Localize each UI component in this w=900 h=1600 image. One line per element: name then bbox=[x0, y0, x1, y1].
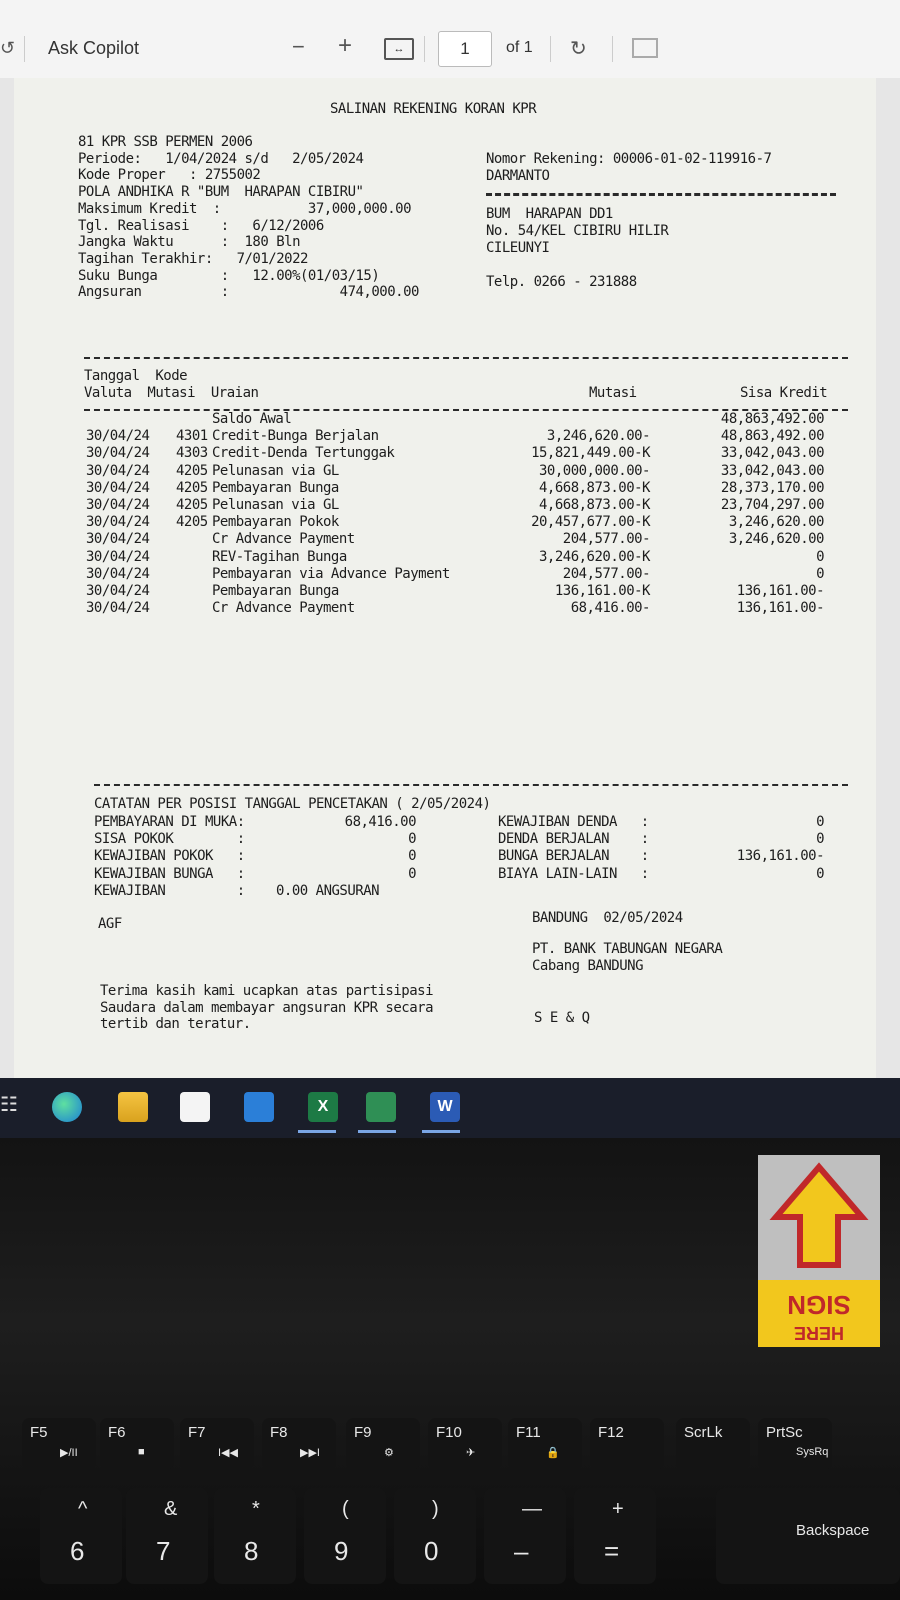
bank-name: PT. BANK TABUNGAN NEGARA bbox=[532, 941, 723, 957]
row-saldo: 48,863,492.00 bbox=[720, 411, 824, 427]
row-mutasi: 3,246,620.00-K bbox=[538, 548, 650, 565]
number-key-0[interactable] bbox=[394, 1488, 476, 1584]
row-description: Pembayaran Pokok bbox=[212, 514, 339, 531]
table-row bbox=[14, 566, 876, 583]
number-key-–[interactable] bbox=[484, 1488, 566, 1584]
column-header-saldo: Sisa Kredit bbox=[740, 385, 828, 401]
note-label: KEWAJIBAN POKOK : bbox=[94, 848, 245, 865]
row-saldo: 3,246,620.00 bbox=[728, 531, 824, 548]
row-mutasi: 30,000,000.00- bbox=[538, 462, 650, 479]
header-line: Nomor Rekening: 00006-01-02-119916-7 bbox=[486, 151, 772, 167]
place-date: BANDUNG 02/05/2024 bbox=[532, 910, 683, 926]
key-label: F5 bbox=[30, 1424, 48, 1441]
row-code: 4205 bbox=[176, 479, 208, 496]
row-code: 4205 bbox=[176, 497, 208, 513]
function-key-prtsc[interactable] bbox=[758, 1418, 832, 1470]
key-shift-label: — bbox=[522, 1498, 542, 1520]
key-label: F11 bbox=[516, 1424, 541, 1441]
header-line: No. 54/KEL CIBIRU HILIR bbox=[486, 223, 669, 239]
key-main-label: 7 bbox=[156, 1536, 171, 1566]
key-sublabel: ✈ bbox=[466, 1447, 476, 1459]
row-code: 4205 bbox=[176, 462, 208, 479]
row-description: Saldo Awal bbox=[212, 411, 292, 427]
row-mutasi: 4,668,873.00-K bbox=[538, 479, 650, 496]
zoom-out-button[interactable]: − bbox=[292, 34, 305, 59]
table-row bbox=[14, 411, 876, 428]
header-line: Suku Bunga : 12.00%(01/03/15) bbox=[78, 267, 380, 284]
doc-title: SALINAN REKENING KORAN KPR bbox=[330, 101, 537, 117]
note-label: BIAYA LAIN-LAIN : bbox=[498, 865, 649, 882]
page-number-input[interactable]: 1 bbox=[438, 31, 492, 67]
active-indicator bbox=[298, 1130, 336, 1133]
key-label: F9 bbox=[354, 1424, 372, 1441]
column-header-date: Tanggal Kode bbox=[84, 368, 188, 384]
zoom-in-button[interactable]: + bbox=[338, 32, 353, 59]
function-key-f8[interactable] bbox=[262, 1418, 336, 1470]
note-label: KEWAJIBAN BUNGA : bbox=[94, 865, 245, 882]
header-line: Tgl. Realisasi : 6/12/2006 bbox=[78, 217, 324, 234]
note-label: BUNGA BERJALAN : bbox=[498, 848, 649, 865]
table-row bbox=[14, 514, 876, 531]
row-description: Cr Advance Payment bbox=[212, 531, 355, 548]
row-saldo: 136,161.00- bbox=[736, 600, 824, 617]
column-header-mutasi: Mutasi bbox=[589, 385, 637, 401]
document-page bbox=[14, 78, 876, 1078]
table-row bbox=[14, 463, 876, 480]
mail-icon[interactable] bbox=[244, 1092, 274, 1122]
header-line: Maksimum Kredit : 37,000,000.00 bbox=[78, 200, 412, 217]
rotate-icon[interactable]: ↻ bbox=[570, 38, 587, 60]
sticker-sign-text: SIGN bbox=[787, 1290, 851, 1320]
row-date: 30/04/24 bbox=[86, 600, 150, 617]
table-row bbox=[14, 583, 876, 600]
thanks-line: tertib dan teratur. bbox=[100, 1016, 251, 1032]
row-saldo: 33,042,043.00 bbox=[720, 445, 824, 462]
key-main-label: 8 bbox=[244, 1536, 259, 1566]
sign-here-label bbox=[758, 1280, 880, 1347]
table-row bbox=[14, 600, 876, 617]
key-sublabel: SysRq bbox=[796, 1446, 829, 1458]
active-indicator bbox=[422, 1130, 460, 1133]
notes-heading: CATATAN PER POSISI TANGGAL PENCETAKAN ( 2/05/2024) bbox=[94, 796, 491, 812]
thanks-line: Saudara dalam membayar angsuran KPR secara bbox=[100, 999, 434, 1016]
row-date: 30/04/24 bbox=[86, 497, 150, 513]
two-page-view-icon[interactable] bbox=[632, 38, 658, 58]
backspace-key[interactable] bbox=[716, 1488, 900, 1584]
row-date: 30/04/24 bbox=[86, 428, 150, 445]
key-sublabel: ■ bbox=[138, 1446, 145, 1458]
key-label: F8 bbox=[270, 1424, 288, 1441]
row-code: 4205 bbox=[176, 514, 208, 531]
function-key-f10[interactable] bbox=[428, 1418, 502, 1470]
number-key-9[interactable] bbox=[304, 1488, 386, 1584]
note-value: 0 bbox=[408, 848, 416, 865]
key-label: ScrLk bbox=[684, 1424, 723, 1441]
divider bbox=[486, 193, 836, 196]
note-value: 136,161.00- bbox=[736, 848, 824, 865]
divider bbox=[550, 36, 551, 62]
row-date: 30/04/24 bbox=[86, 514, 150, 531]
key-sublabel: ▶▶I bbox=[300, 1447, 320, 1459]
key-label: F6 bbox=[108, 1424, 126, 1441]
header-line: Periode: 1/04/2024 s/d 2/05/2024 bbox=[78, 150, 364, 167]
row-date: 30/04/24 bbox=[86, 583, 150, 599]
row-mutasi: 68,416.00- bbox=[570, 600, 650, 617]
number-key-=[interactable] bbox=[574, 1488, 656, 1584]
table-row bbox=[14, 531, 876, 548]
arrow-up-icon bbox=[758, 1155, 880, 1280]
function-key-f9[interactable] bbox=[346, 1418, 420, 1470]
excel-icon[interactable]: X bbox=[308, 1092, 338, 1122]
row-date: 30/04/24 bbox=[86, 548, 150, 565]
note-label: KEWAJIBAN DENDA : bbox=[498, 814, 649, 830]
key-main-label: 6 bbox=[70, 1536, 85, 1566]
header-line: Tagihan Terakhir: 7/01/2022 bbox=[78, 250, 308, 267]
row-saldo: 3,246,620.00 bbox=[728, 514, 824, 531]
row-mutasi: 204,577.00- bbox=[562, 565, 650, 582]
row-mutasi: 15,821,449.00-K bbox=[531, 445, 650, 462]
row-description: Pembayaran via Advance Payment bbox=[212, 565, 450, 582]
key-main-label: = bbox=[604, 1536, 620, 1566]
row-mutasi: 136,161.00-K bbox=[554, 583, 650, 599]
row-description: Pembayaran Bunga bbox=[212, 479, 339, 496]
row-code: 4303 bbox=[176, 445, 208, 462]
edge-icon[interactable] bbox=[52, 1092, 82, 1122]
key-shift-label: ) bbox=[432, 1498, 439, 1520]
table-row bbox=[14, 549, 876, 566]
back-icon[interactable]: ↺ bbox=[0, 38, 16, 58]
key-label: F12 bbox=[598, 1424, 624, 1441]
row-saldo: 33,042,043.00 bbox=[720, 462, 824, 479]
key-sublabel: 🔒 bbox=[546, 1447, 560, 1459]
note-label: PEMBAYARAN DI MUKA: bbox=[94, 814, 245, 830]
note-value: 0.00 ANGSURAN bbox=[276, 882, 380, 899]
table-row bbox=[14, 445, 876, 462]
key-sublabel: ▶/II bbox=[60, 1447, 78, 1459]
row-description: REV-Tagihan Bunga bbox=[212, 548, 347, 565]
divider bbox=[84, 357, 848, 359]
number-key-7[interactable] bbox=[126, 1488, 208, 1584]
file-explorer-icon[interactable] bbox=[118, 1092, 148, 1122]
thanks-line: Terima kasih kami ucapkan atas partisipasi bbox=[100, 983, 434, 999]
function-key-f12[interactable] bbox=[590, 1418, 664, 1470]
ask-copilot-button[interactable]: Ask Copilot bbox=[48, 38, 140, 58]
header-line: 81 KPR SSB PERMEN 2006 bbox=[78, 134, 253, 150]
note-label: DENDA BERJALAN : bbox=[498, 831, 649, 848]
key-main-label: 9 bbox=[334, 1536, 349, 1566]
function-key-f5[interactable] bbox=[22, 1418, 96, 1470]
pdf-toolbar bbox=[0, 0, 900, 79]
row-saldo: 136,161.00- bbox=[736, 583, 824, 599]
row-description: Credit-Denda Tertunggak bbox=[212, 445, 395, 462]
key-label: F7 bbox=[188, 1424, 206, 1441]
row-date: 30/04/24 bbox=[86, 531, 150, 548]
row-mutasi: 4,668,873.00-K bbox=[538, 497, 650, 513]
row-mutasi: 20,457,677.00-K bbox=[531, 514, 650, 531]
note-value: 0 bbox=[816, 814, 824, 830]
row-date: 30/04/24 bbox=[86, 565, 150, 582]
active-indicator bbox=[358, 1130, 396, 1133]
function-key-f6[interactable] bbox=[100, 1418, 174, 1470]
row-date: 30/04/24 bbox=[86, 445, 150, 462]
key-shift-label: ^ bbox=[78, 1498, 88, 1520]
table-row bbox=[14, 480, 876, 497]
fit-page-icon[interactable]: ↔ bbox=[384, 38, 414, 60]
row-description: Pelunasan via GL bbox=[212, 462, 339, 479]
note-label: KEWAJIBAN : bbox=[94, 882, 245, 899]
key-shift-label: ( bbox=[342, 1498, 349, 1520]
number-key-6[interactable] bbox=[40, 1488, 122, 1584]
key-main-label: 0 bbox=[424, 1536, 439, 1566]
key-label: F10 bbox=[436, 1424, 462, 1441]
key-main-label: – bbox=[514, 1536, 529, 1566]
key-sublabel: I◀◀ bbox=[218, 1447, 238, 1459]
page-count: of 1 bbox=[506, 39, 533, 56]
header-line: Telp. 0266 - 231888 bbox=[486, 274, 637, 290]
agf-code: AGF bbox=[98, 916, 122, 932]
row-date: 30/04/24 bbox=[86, 479, 150, 496]
word-icon[interactable]: W bbox=[430, 1092, 460, 1122]
column-header-desc: Valuta Mutasi Uraian bbox=[84, 385, 259, 401]
key-sublabel: ⚙ bbox=[384, 1447, 394, 1459]
header-line: DARMANTO bbox=[486, 168, 550, 184]
row-saldo: 0 bbox=[816, 548, 824, 565]
note-value: 0 bbox=[816, 865, 824, 882]
row-mutasi: 3,246,620.00- bbox=[546, 428, 650, 445]
divider bbox=[24, 36, 25, 62]
backspace-label: Backspace bbox=[796, 1522, 870, 1539]
header-line: POLA ANDHIKA R "BUM HARAPAN CIBIRU" bbox=[78, 184, 364, 201]
row-description: Pembayaran Bunga bbox=[212, 583, 339, 599]
header-line: Kode Proper : 2755002 bbox=[78, 167, 261, 184]
key-shift-label: * bbox=[252, 1498, 260, 1520]
task-view-icon[interactable]: ☷ bbox=[0, 1094, 18, 1116]
key-shift-label: + bbox=[612, 1498, 624, 1520]
row-description: Cr Advance Payment bbox=[212, 600, 355, 617]
table-row bbox=[14, 428, 876, 445]
function-key-f11[interactable] bbox=[508, 1418, 582, 1470]
store-icon[interactable] bbox=[180, 1092, 210, 1122]
note-value: 68,416.00 bbox=[344, 814, 416, 830]
row-mutasi: 204,577.00- bbox=[562, 531, 650, 548]
divider bbox=[612, 36, 613, 62]
number-key-8[interactable] bbox=[214, 1488, 296, 1584]
key-shift-label: & bbox=[164, 1498, 178, 1520]
divider bbox=[94, 784, 848, 786]
row-code: 4301 bbox=[176, 428, 208, 445]
note-label: SISA POKOK : bbox=[94, 831, 245, 848]
header-line: Jangka Waktu : 180 Bln bbox=[78, 234, 301, 251]
table-row bbox=[14, 497, 876, 514]
row-saldo: 0 bbox=[816, 565, 824, 582]
sticker-here-text: HERE bbox=[794, 1323, 845, 1343]
row-description: Pelunasan via GL bbox=[212, 497, 339, 513]
signature-code: S E & Q bbox=[534, 1010, 590, 1026]
row-saldo: 48,863,492.00 bbox=[720, 428, 824, 445]
key-label: PrtSc bbox=[766, 1424, 803, 1441]
function-key-scrlk[interactable] bbox=[676, 1418, 750, 1470]
branch-name: Cabang BANDUNG bbox=[532, 958, 644, 974]
function-key-f7[interactable] bbox=[180, 1418, 254, 1470]
note-value: 0 bbox=[408, 831, 416, 848]
note-value: 0 bbox=[408, 865, 416, 882]
header-line: CILEUNYI bbox=[486, 240, 550, 256]
project-icon[interactable] bbox=[366, 1092, 396, 1122]
divider bbox=[424, 36, 425, 62]
header-line: BUM HARAPAN DD1 bbox=[486, 206, 613, 222]
row-saldo: 23,704,297.00 bbox=[720, 497, 824, 513]
row-description: Credit-Bunga Berjalan bbox=[212, 428, 379, 445]
header-line: Angsuran : 474,000.00 bbox=[78, 284, 419, 301]
row-date: 30/04/24 bbox=[86, 462, 150, 479]
row-saldo: 28,373,170.00 bbox=[720, 479, 824, 496]
note-value: 0 bbox=[816, 831, 824, 848]
